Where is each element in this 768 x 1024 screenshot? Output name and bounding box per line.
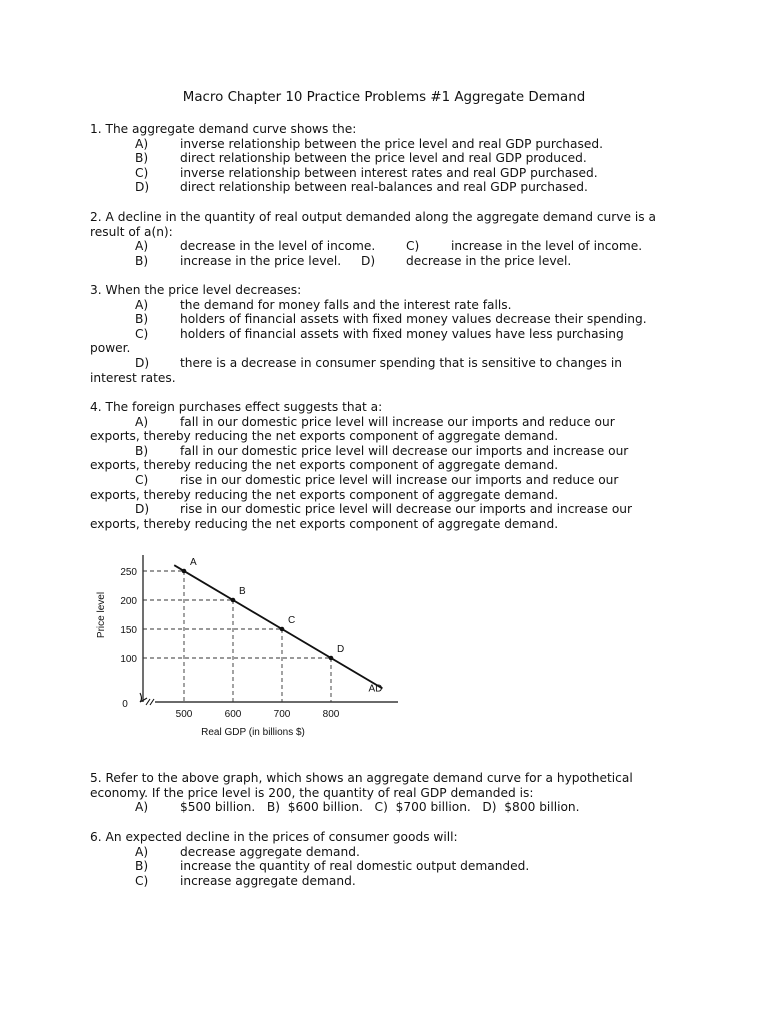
point-label-b: B bbox=[239, 586, 246, 597]
option-text: inverse relationship between the price level and real GDP purchased. bbox=[180, 136, 603, 151]
answer-option bbox=[90, 298, 680, 313]
option-letter: A) bbox=[135, 136, 149, 151]
data-point-b bbox=[231, 598, 236, 603]
point-label-d: D bbox=[337, 644, 345, 655]
data-point-c bbox=[280, 627, 285, 632]
y-tick-label: 200 bbox=[120, 596, 137, 607]
answer-option bbox=[90, 444, 680, 459]
answer-option-row bbox=[90, 254, 680, 269]
data-point-a bbox=[182, 569, 187, 574]
option-text: fall in our domestic price level will increase our imports and reduce our bbox=[180, 414, 615, 429]
answer-option bbox=[90, 151, 680, 166]
y-tick-label: 250 bbox=[120, 567, 137, 578]
answer-option bbox=[361, 254, 571, 269]
answer-option bbox=[90, 874, 680, 889]
question-stem: 5. Refer to the above graph, which shows an aggregate demand curve for a hypothetical bbox=[90, 771, 633, 785]
y-tick-label: 150 bbox=[120, 625, 137, 636]
ad-curve-line bbox=[174, 565, 382, 688]
option-letter: B) bbox=[135, 443, 149, 458]
question-5 bbox=[90, 771, 680, 815]
question-stem: 6. An expected decline in the prices of consumer goods will: bbox=[90, 830, 458, 844]
answer-option bbox=[90, 502, 680, 517]
option-text-cont: exports, thereby reducing the net exports component of aggregate demand. bbox=[90, 429, 559, 444]
option-letter: C) bbox=[135, 165, 149, 180]
point-label-a: A bbox=[190, 557, 197, 568]
question-stem-cont: result of a(n): bbox=[90, 224, 173, 239]
aggregate-demand-chart bbox=[88, 555, 408, 745]
option-text: increase in the level of income. bbox=[451, 239, 643, 254]
option-text: holders of financial assets with fixed money values have less purchasing bbox=[180, 326, 624, 341]
answer-option bbox=[406, 239, 642, 254]
x-tick-label: 800 bbox=[322, 709, 340, 720]
option-text: direct relationship between real-balances and real GDP purchased. bbox=[180, 180, 588, 195]
origin-label: 0 bbox=[122, 699, 128, 710]
answer-option bbox=[90, 166, 680, 181]
question-stem: 2. A decline in the quantity of real output demanded along the aggregate demand curve is a bbox=[90, 210, 656, 224]
option-text: there is a decrease in consumer spending that is sensitive to changes in bbox=[180, 355, 622, 370]
option-text: holders of financial assets with fixed money values decrease their spending. bbox=[180, 312, 647, 327]
answer-option bbox=[90, 356, 680, 371]
answer-option bbox=[90, 137, 680, 152]
option-text: the demand for money falls and the interest rate falls. bbox=[180, 297, 512, 312]
option-text: direct relationship between the price level and real GDP produced. bbox=[180, 151, 587, 166]
question-stem: 3. When the price level decreases: bbox=[90, 283, 302, 297]
question-4 bbox=[90, 400, 680, 531]
chart-svg bbox=[88, 555, 408, 745]
question-stem: 1. The aggregate demand curve shows the: bbox=[90, 122, 357, 136]
x-tick-label: 700 bbox=[273, 709, 291, 720]
option-letter: C) bbox=[406, 239, 420, 254]
answer-option-row bbox=[90, 239, 680, 254]
option-letter: D) bbox=[135, 180, 150, 195]
x-axis-label: Real GDP (in billions $) bbox=[201, 727, 305, 738]
option-text: decrease in the level of income. bbox=[180, 239, 376, 254]
question-2 bbox=[90, 210, 680, 268]
option-text-cont: exports, thereby reducing the net exports component of aggregate demand. bbox=[90, 458, 559, 473]
option-text: increase the quantity of real domestic output demanded. bbox=[180, 859, 530, 874]
question-stem-cont: economy. If the price level is 200, the quantity of real GDP demanded is: bbox=[90, 785, 534, 800]
answer-option bbox=[90, 180, 680, 195]
option-letter: B) bbox=[135, 151, 149, 166]
option-text: decrease in the price level. bbox=[406, 253, 572, 268]
answer-option bbox=[90, 845, 680, 860]
option-text: fall in our domestic price level will decrease our imports and increase our bbox=[180, 443, 629, 458]
option-letter: D) bbox=[135, 355, 150, 370]
option-letter: D) bbox=[135, 502, 150, 517]
option-text: rise in our domestic price level will increase our imports and reduce our bbox=[180, 472, 619, 487]
option-letter: A) bbox=[135, 297, 149, 312]
y-axis-label: Price level bbox=[96, 591, 107, 639]
option-letter: C) bbox=[135, 326, 149, 341]
option-letter: A) bbox=[135, 844, 149, 859]
question-3 bbox=[90, 283, 680, 385]
answer-option bbox=[90, 473, 680, 488]
answer-option bbox=[90, 859, 680, 874]
point-label-c: C bbox=[288, 615, 296, 626]
question-1 bbox=[90, 122, 680, 195]
option-letter: A) bbox=[135, 414, 149, 429]
option-text-cont: interest rates. bbox=[90, 370, 176, 385]
answer-option bbox=[90, 327, 680, 342]
y-tick-label: 100 bbox=[120, 654, 137, 665]
answer-option bbox=[90, 415, 680, 430]
option-letter: C) bbox=[135, 873, 149, 888]
option-letter: D) bbox=[361, 253, 376, 268]
option-letter: B) bbox=[135, 312, 149, 327]
option-letter: B) bbox=[135, 859, 149, 874]
option-text: increase in the price level. bbox=[180, 253, 342, 268]
question-6 bbox=[90, 830, 680, 888]
answer-options-row bbox=[90, 800, 680, 815]
answer-option bbox=[90, 312, 680, 327]
data-point-d bbox=[329, 656, 334, 661]
option-text-cont: exports, thereby reducing the net exports component of aggregate demand. bbox=[90, 487, 559, 502]
question-stem: 4. The foreign purchases effect suggests that a: bbox=[90, 400, 383, 414]
option-letter: C) bbox=[135, 472, 149, 487]
option-text: increase aggregate demand. bbox=[180, 873, 356, 888]
option-text-cont: power. bbox=[90, 341, 131, 356]
option-letter: A) bbox=[135, 239, 149, 254]
option-text: decrease aggregate demand. bbox=[180, 844, 360, 859]
option-text: rise in our domestic price level will decrease our imports and increase our bbox=[180, 502, 633, 517]
option-text: $500 billion. B) $600 billion. C) $700 billion. D) $800 billion. bbox=[180, 800, 580, 815]
option-letter: B) bbox=[135, 253, 149, 268]
option-text: inverse relationship between interest rates and real GDP purchased. bbox=[180, 165, 598, 180]
option-text-cont: exports, thereby reducing the net exports component of aggregate demand. bbox=[90, 516, 559, 531]
page-title: Macro Chapter 10 Practice Problems #1 Aggregate Demand bbox=[182, 90, 586, 105]
curve-label-ad: AD bbox=[368, 683, 383, 695]
option-letter: A) bbox=[135, 800, 149, 815]
x-tick-label: 500 bbox=[175, 709, 193, 720]
axis-break-mark bbox=[146, 699, 154, 705]
x-tick-label: 600 bbox=[224, 709, 242, 720]
